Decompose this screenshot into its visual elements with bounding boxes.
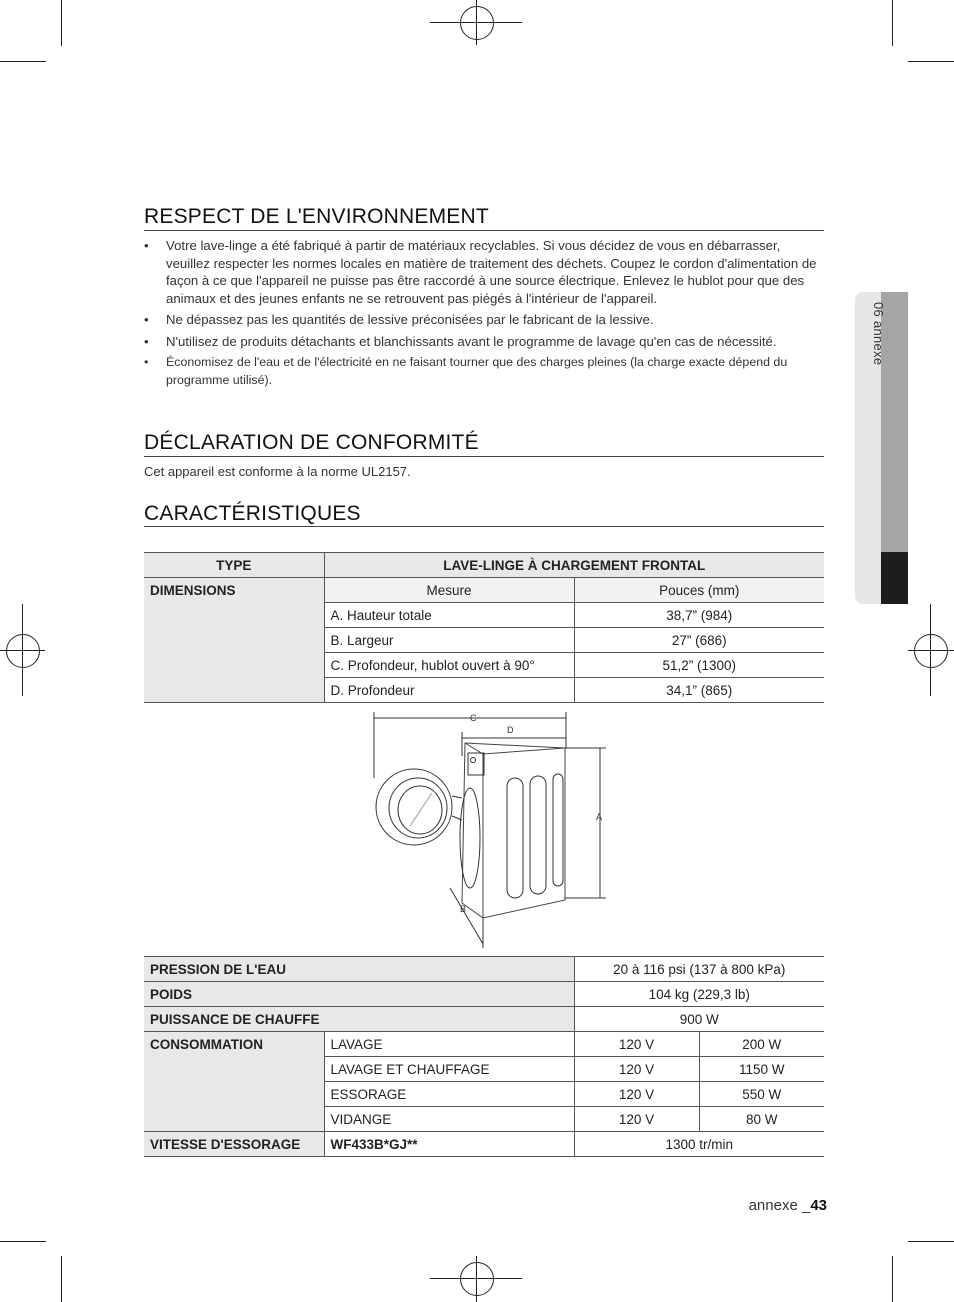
dim-value: 34,1” (865) (574, 678, 824, 703)
consumption-voltage: 120 V (574, 1082, 699, 1107)
dim-col-inches: Pouces (mm) (574, 578, 824, 603)
specs-rule (144, 526, 824, 527)
dim-value: 27” (686) (574, 628, 824, 653)
type-value: LAVE-LINGE À CHARGEMENT FRONTAL (324, 553, 824, 578)
side-ridge (530, 776, 546, 894)
label-b: B (460, 904, 467, 914)
list-item: • N'utilisez de produits détachants et blanchissants avant le programme de lavage qu'en cas de nécessité. (144, 333, 777, 349)
performance-table (144, 956, 824, 1157)
consumption-mode: ESSORAGE (324, 1082, 574, 1107)
page-number (749, 1197, 827, 1214)
environment-title: RESPECT DE L'ENVIRONNEMENT (144, 205, 489, 228)
table-row (144, 1007, 824, 1032)
label-d: D (507, 725, 514, 735)
chapter-side-tab (855, 292, 908, 604)
dim-label: D. Profondeur (324, 678, 574, 703)
consumption-voltage: 120 V (574, 1057, 699, 1082)
spin-model: WF433B*GJ** (324, 1132, 574, 1157)
consumption-power: 200 W (699, 1032, 824, 1057)
specs-title: CARACTÉRISTIQUES (144, 502, 361, 525)
table-row (144, 578, 824, 603)
consumption-label: CONSOMMATION (144, 1032, 324, 1132)
spin-label: VITESSE D'ESSORAGE (144, 1132, 324, 1157)
dim-value: 51,2” (1300) (574, 653, 824, 678)
list-item: • Économisez de l'eau et de l'électricité en ne faisant tourner que des charges pleines (la charge exacte dépend du programme utilisé). (144, 355, 788, 387)
dim-label: B. Largeur (324, 628, 574, 653)
consumption-voltage: 120 V (574, 1107, 699, 1132)
dim-label: A. Hauteur totale (324, 603, 574, 628)
control-panel (468, 753, 484, 775)
table-row (144, 1032, 824, 1057)
consumption-power: 1150 W (699, 1057, 824, 1082)
list-item: • Votre lave-linge a été fabriqué à partir de matériaux recyclables. Si vous décidez de vous en débarrasser, veuillez respecter les normes locales en matière de traitement des déchets. Coupez le cordon d'alimentation de façon à ce que l'appareil ne puisse pas être raccordé à une source électrique. Enlevez le hublot pour que des animaux et des jeunes enfants ne se retrouvent pas piégés à l'intérieur de l'appareil. (144, 238, 817, 306)
water-pressure-value: 20 à 116 psi (137 à 800 kPa) (574, 957, 824, 982)
weight-label: POIDS (144, 982, 574, 1007)
label-c: C (470, 713, 477, 723)
table-row (144, 957, 824, 982)
consumption-mode: LAVAGE ET CHAUFFAGE (324, 1057, 574, 1082)
consumption-voltage: 120 V (574, 1032, 699, 1057)
dim-label: C. Profondeur, hublot ouvert à 90° (324, 653, 574, 678)
washer-body (462, 743, 565, 918)
environment-bullets (144, 237, 826, 393)
conformity-text: Cet appareil est conforme à la norme UL2157. (144, 464, 411, 479)
dimension-line-b (450, 888, 483, 944)
table-row (144, 553, 824, 578)
heating-value: 900 W (574, 1007, 824, 1032)
page-number-value: 43 (810, 1197, 827, 1214)
consumption-mode: VIDANGE (324, 1107, 574, 1132)
label-a: A (596, 812, 603, 822)
spin-value: 1300 tr/min (574, 1132, 824, 1157)
heating-label: PUISSANCE DE CHAUFFE (144, 1007, 574, 1032)
page-number-prefix: annexe _ (748, 1197, 811, 1214)
chapter-label: 06 annexe (871, 302, 886, 366)
consumption-mode: LAVAGE (324, 1032, 574, 1057)
side-ridge (507, 778, 523, 898)
list-item: • Ne dépassez pas les quantités de lessive préconisées par le fabricant de la lessive. (144, 312, 654, 327)
table-row (144, 982, 824, 1007)
consumption-power: 80 W (699, 1107, 824, 1132)
dimensions-label: DIMENSIONS (144, 578, 324, 703)
consumption-power: 550 W (699, 1082, 824, 1107)
dim-value: 38,7” (984) (574, 603, 824, 628)
type-label: TYPE (144, 553, 324, 578)
conformity-rule (144, 456, 824, 457)
washer-dimensions-diagram (370, 708, 610, 950)
water-pressure-label: PRESSION DE L'EAU (144, 957, 574, 982)
weight-value: 104 kg (229,3 lb) (574, 982, 824, 1007)
table-row (144, 1132, 824, 1157)
environment-rule (144, 230, 824, 231)
side-ridge (553, 774, 563, 886)
conformity-title: DÉCLARATION DE CONFORMITÉ (144, 431, 479, 454)
dim-col-measure: Mesure (324, 578, 574, 603)
dimensions-table (144, 552, 824, 703)
